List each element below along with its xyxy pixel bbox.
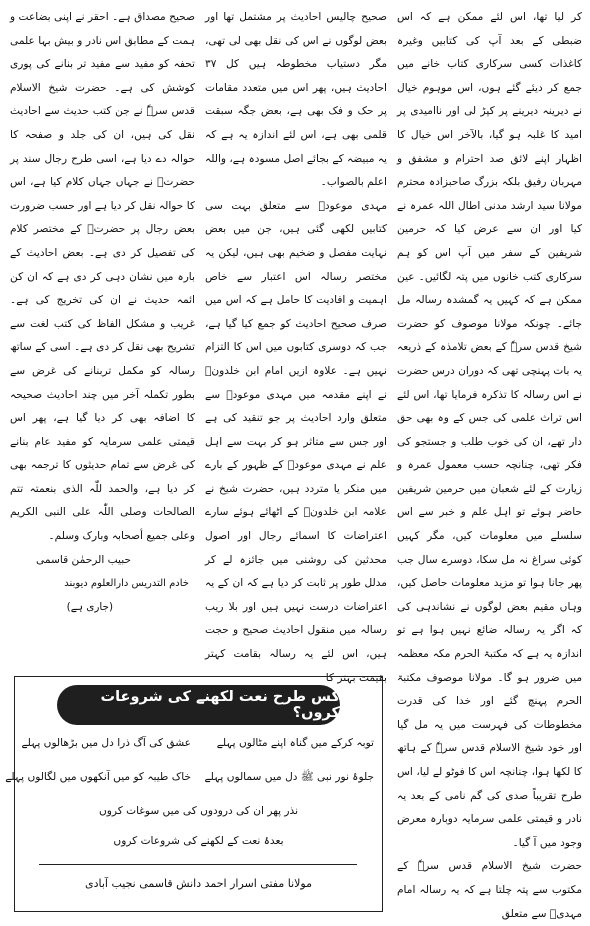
verse-line: توبہ کرکے میں گناہ اپنے مٹالوں پہلے [216,737,374,749]
naat-poem-box [5,676,383,912]
poem-title: کس طرح نعت لکھنے کی شروعات کروں؟ [57,685,340,725]
continued-note: (جاری ہے) [66,600,113,613]
paragraph: کر لیا تھا، اس لئے ممکن ہے کہ اس ضبطی کے بعد آپ کی کتابیں وغیرہ کاغذات کسی سرکاری کتاب خانے میں جمع کر دیئے گئے ہوں، اس موہوم خیال نے دیرینہ دیرینے پر کپڑ لی اور ناامیدی پر امید کا غلبہ ہو گیا، بالآخر اس خیال کا اظہار اپنے لائق صد احترام و مشفق و مہربان رفیق بلکہ بزرگ صاحبزادہ محترم مولانا سید ارشد مدنی اطال اللہ عمرہ نے کیا اور ان سے عرض کیا کہ حرمین شریفین کے سفر میں آپ اس کو ہم سرکاری کتب خانوں میں پتہ لگائیں۔ عین ممکن ہے کہ کہیں یہ گمشدہ رسالہ مل جائے۔ چونکہ مولانا موصوف کو حضرت شیخ قدس سرہٗ کے بعض تلامذہ کے ذریعہ یہ بات پہنچی تھی کہ دوران درس حضرت نے اس رسالہ کا تذکرہ فرمایا تھا، اس لئے اس تراث علمی کی جس کے وہ بھی حق دار تھے، ان کی خوب طلب و جستجو کی فکر تھی، چنانچہ حسب معمول عمرہ و زیارت کے لئے شعبان میں حرمین شریفین حاضر ہوئے تو اہل علم و خبر سے اس سلسلے میں معلومات کیں، مگر کہیں کوئی سراغ نہ مل سکا، دوسرے سال جب پھر جانا ہوا تو مزید معلومات حاصل کیں، وہاں مقیم بعض لوگوں نے نشاندہی کی کہ اگر یہ رسالہ ضائع نہیں ہوا ہے تو اندازہ یہ ہے کہ مکتبۃ الحرم مکہ معظمہ میں ضرور ہو گا۔ مولانا موصوف مکتبۃ الحرم پہنچ گئے اور خدا کی قدرت مخطوطات کی فہرست میں یہ مل گیا اور خود شیخ الاسلام قدس سرہٗ کے ہاتھ کا لکھا ہوا، چنانچہ اس کا فوٹو لے لیا، اس طرح تقریباً صدی کی گم نامی کے بعد یہ نادر و قیمتی علمی سرمایہ دوبارہ معرض وجود میں آ گیا۔ [397,11,582,849]
verse-line: نذر پھر ان کی درودوں کی میں سوغات کروں [98,805,299,817]
paragraph: حضرت شیخ الاسلام قدس سرہٗ کے مکتوب سے پتہ چلتا ہے کہ یہ رسالہ امام مہدیؑ سے متعلق [397,860,582,920]
author-name: حبیب الرحمٰن قاسمی [36,553,131,566]
article-column-middle [205,6,387,684]
paragraph: صحیح مصداق ہے۔ احقر نے اپنی بضاعت و ہمت کے مطابق اس نادر و بیش بہا علمی تحفہ کو مفید سے مفید تر بنانے کی پوری کوشش کی ہے۔ حضرت شیخ الاسلام قدس سرہٗ نے جن کتب حدیث سے احادیث نقل کی ہیں، ان کی جلد و صفحہ کا حوالہ دے دیا ہے، اسی طرح رجال سند پر حضرتؒ نے جہاں جہاں کلام کیا ہے، اس کا حوالہ نقل کر دیا ہے اور حسب ضرورت بعض رجال پر حضرتؒ کے مختصر کلام کی تفصیل کر دی ہے۔ بعض احادیث کے بارہ میں نشان دہی کر دی ہے کہ ان کن ائمہ حدیث نے ان کی تخریج کی ہے۔ غریب و مشکل الفاظ کی کتب لغت سے تشریح بھی نقل کر دی ہے۔ اسی کے ساتھ رسالہ کو مکمل تربنانے کی غرض سے بطور تکملہ آخر میں چند احادیث صحیحہ کا اضافہ بھی کر دیا گیا ہے، پھر اس قیمتی علمی سرمایہ کو مفید عام بنانے کی غرض سے تمام حدیثوں کا ترجمہ بھی کر دیا ہے، والحمد للّٰہ الذی بنعمتہ تتم الصالحات وصلی اللّٰہ علی النبی الکریم وعلی جمیع أصحابہ وبارک وسلم۔ [10,11,195,543]
author-title: خادم التدریس دارالعلوم دیوبند [64,578,189,590]
paragraph: صحیح چالیس احادیث پر مشتمل تھا اور بعض لوگوں نے اس کی نقل بھی لی تھی، مگر دستیاب مخطوطہ ہیں کل ۳۷ احادیث ہیں، پھر اس میں متعدد مقامات پر حک و فک بھی ہے، بعض جگہ سبقت قلمی بھی ہے، اس لئے اندازہ یہ ہے کہ یہ مبیضہ کے بجائے اصل مسودہ ہے، واللہ اعلم بالصواب۔ [205,11,387,189]
verse-line: جلوۂ نور نبی ﷺ دل میں سمالوں پہلے [204,771,374,783]
article-column-left [10,6,195,664]
article-column-right [397,6,582,926]
paragraph: مہدی موعودؑ سے متعلق بہت سی کتابیں لکھی گئی ہیں، جن میں بعض نہایت مفصل و ضخیم بھی ہیں، لیکن یہ مختصر رسالہ اس اعتبار سے خاص اہمیت و افادیت کا حامل ہے کہ اس میں صرف صحیح احادیث کو جمع کیا گیا ہے، جب کہ دوسری کتابوں میں اس کا التزام نہیں ہے۔ علاوہ ازیں امام ابن خلدونؒ نے اپنے مقدمہ میں مہدی موعودؑ سے متعلق وارد احادیث پر جو تنقید کی ہے اور جس سے متاثر ہو کر بہت سے اہل علم نے مہدی موعودؑ کے ظہور کے بارے میں منکر یا متردد ہیں، حضرت شیخ نے علامہ ابن خلدونؒ کے اٹھائے ہوئے سارے اعتراضات کا اسمائے رجال اور اصول محدثین کی روشنی میں جائزہ لے کر مدلل طور پر ثابت کر دیا ہے کہ ان کے یہ اعتراضات درست نہیں ہیں اور بلا ریب رسالہ میں منقول احادیث صحیح و حجت ہیں، اس لئے یہ رسالہ بقامت کہتر بقیمت بہتر کا [205,199,387,684]
divider [39,864,357,865]
verse-line: خاک طیبہ کو میں آنکھوں میں لگالوں پہلے [5,771,191,783]
verse-line: عشق کی آگ ذرا دل میں بڑھالوں پہلے [21,737,191,749]
verse-line: بعدۂ نعت کے لکھنے کی شروعات کروں [113,835,284,847]
poet-name: مولانا مفتی اسرار احمد دانش قاسمی نجیب آبادی [84,877,313,890]
